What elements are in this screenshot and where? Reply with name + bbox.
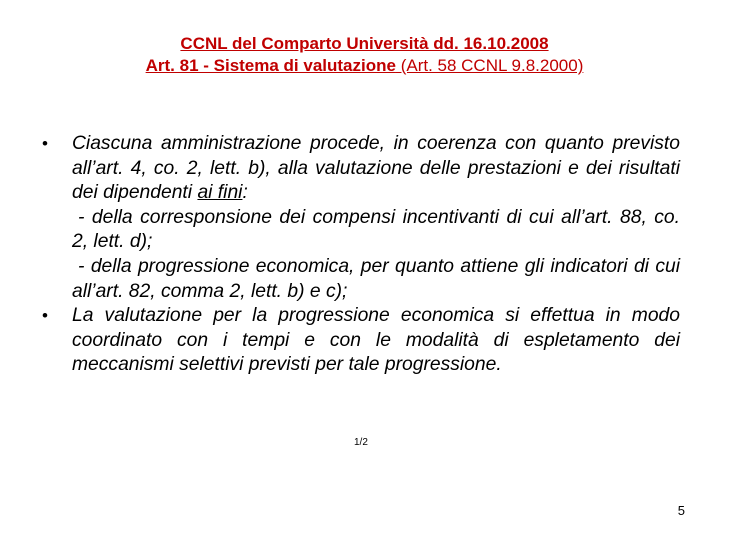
title-line-2-reference: (Art. 58 CCNL 9.8.2000) <box>395 56 584 75</box>
bullet-marker: • <box>42 134 48 153</box>
slide-body <box>42 132 680 378</box>
bullet-text: La valutazione per la progressione economica si effettua in modo coordinato con i tempi e con le modalità di espletamento dei meccanismi selettivi previsti per tale progressione. <box>72 305 680 376</box>
sub-item-1: - della corresponsione dei compensi incentivanti di cui all’art. 88, co. 2, lett. d); <box>72 206 680 253</box>
bullet-marker: • <box>42 306 48 326</box>
bullet-text <box>72 132 680 304</box>
bullet-item-1 <box>42 132 680 304</box>
slide-title <box>20 33 709 77</box>
page-counter: 1/2 <box>354 437 368 448</box>
title-line-2-article: Art. 81 - Sistema di valutazione <box>145 56 396 75</box>
bullet-1-intro: Ciascuna amministrazione procede, in coerenza con quanto previsto all’art. 4, co. 2, lett. b), alla valutazione delle prestazioni e dei risultati dei dipendenti <box>72 133 680 204</box>
slide-number: 5 <box>677 503 685 518</box>
title-line-1: CCNL del Comparto Università dd. 16.10.2008 <box>180 34 549 53</box>
bullet-1-intro-underlined: ai fini <box>197 182 243 204</box>
bullet-1-intro-end: : <box>242 182 248 204</box>
bullet-item-2 <box>42 304 680 378</box>
sub-item-2: - della progressione economica, per quanto attiene gli indicatori di cui all’art. 82, comma 2, lett. b) e c); <box>72 255 680 302</box>
title-line-2 <box>20 55 709 77</box>
